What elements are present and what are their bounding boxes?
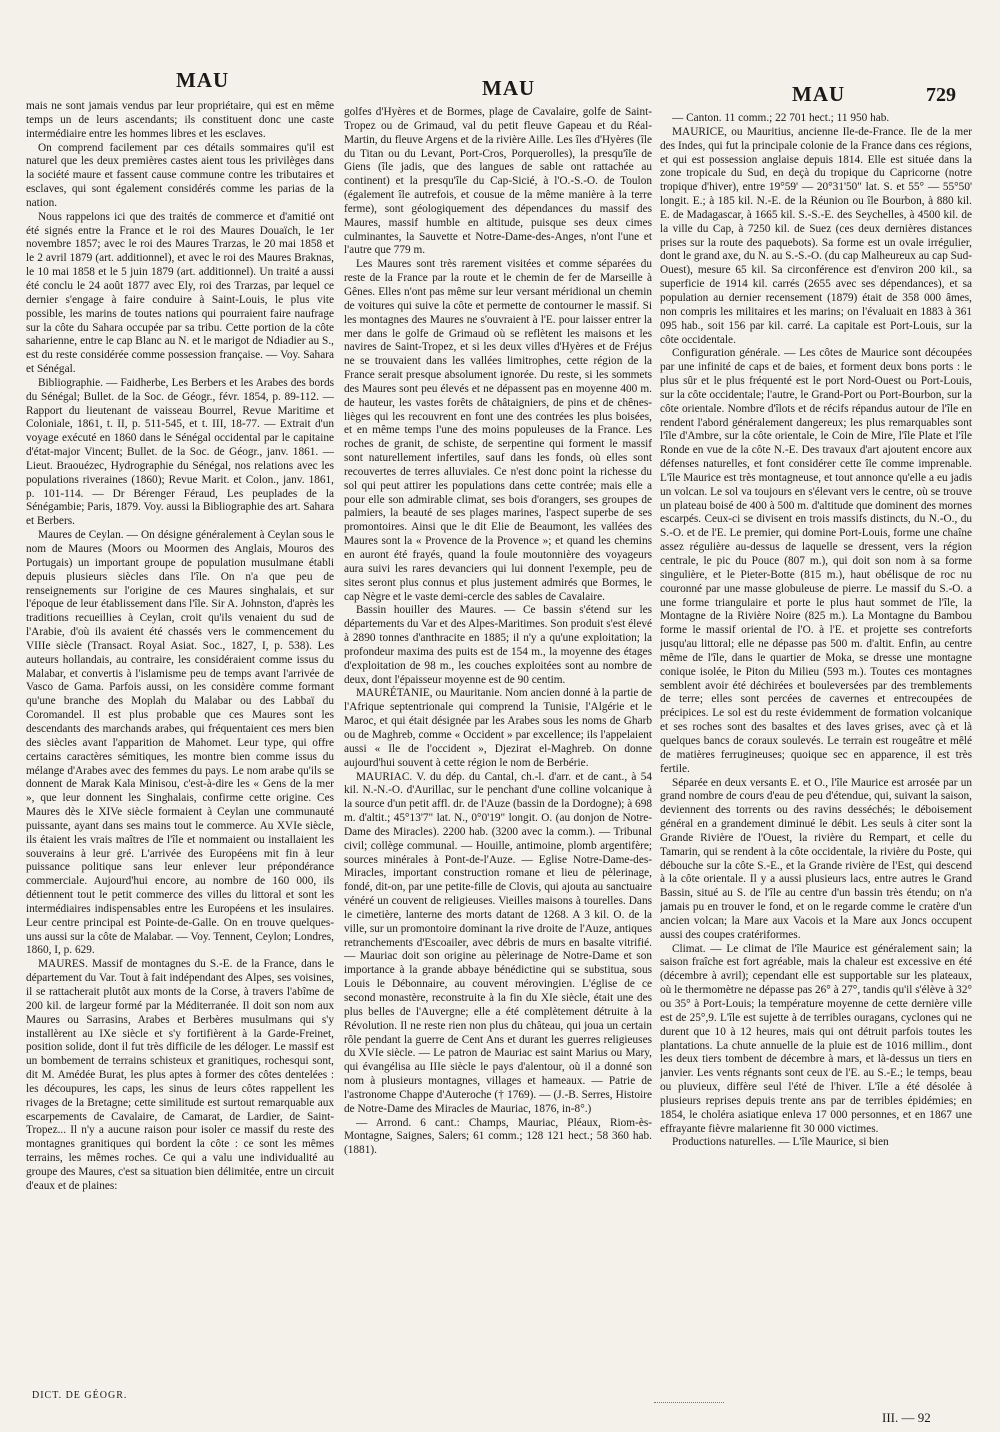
- paragraph: Séparée en deux versants E. et O., l'île Maurice est arrosée par un grand nombre de cours d'eau de peu d'étendue, qui, suivant la saison, deviennent des torrents ou des ravins desséchés; le déboisement général en a grandement diminué le débit. Les seuls à citer sont la Grande Rivière de l'Ouest, la rivière du Rempart, et celle du Tamarin, qui se rendent à la côte occidentale, la rivière du Poste, qui débouche sur la côte S.-E., et la Grande rivière de l'Est, qui descend à la côte orientale. Il y a aussi plusieurs lacs, entre autres le Grand Bassin, situé au S. de l'île au centre d'un bassin très étendu; on n'a jamais pu en trouver le fond, et on le regarde comme le cratère d'un ancien volcan; la Mare aux Vacois et la Mare aux Joncs occupent aussi des coupes cratériformes.: [660, 776, 972, 941]
- paragraph: mais ne sont jamais vendus par leur propriétaire, qui est en même temps un de leurs ascendants; ils constituent donc une caste intermédiaire entre les hommes libres et les esclaves.: [26, 100, 334, 140]
- running-header: [0, 62, 1000, 106]
- paragraph: Climat. — Le climat de l'île Maurice est généralement sain; la saison fraîche est fort agréable, mais la chaleur est excessive en été (décembre à avril); cependant elle est supportable sur les plateaux, où le thermomètre ne dépasse pas 26° à 27°, tandis qu'il s'élève à 32° ou 35° à Port-Louis; la température moyenne de cette dernière ville est de 25°,9. L'île est sujette à de terribles ouragans, cyclones qui ne durent que 10 à 12 heures, mais qui ont détruit parfois toutes les plantations. La chute annuelle de la pluie est de 1016 millim., dont les deux tiers tombent de décembre à mars, et là-dessus un tiers en janvier. Les vents régnants sont ceux de l'E. au S.-E.; le temps, beau ou pluvieux, diffère seul l'été de l'hiver. L'île a été désolée à plusieurs reprises depuis trente ans par de terribles épidémies; en 1854, le choléra asiatique enleva 17 000 personnes, et en 1867 une effrayante fièvre malarienne fit 30 000 victimes.: [660, 942, 972, 1135]
- paragraph: golfes d'Hyères et de Bormes, plage de Cavalaire, golfe de Saint-Tropez ou de Grimaud, val du petit fleuve Gapeau et du Réal-Martin, du fleuve Argens et de la rivière Aille. Les îles d'Hyères (île du Titan ou du Levant, Port-Cros, Porquerolles), la presqu'île de Giens (île jadis, que des langues de sable ont rattachée au continent) et la presqu'île du Cap-Sicié, à l'O.-S.-O. de Toulon (également île autrefois, et cousue de la même manière à la terre ferme), sont géologiquement des dépendances du massif des Maures, massif humble en altitude, puisque ses deux cimes culminantes, la Sauvette et Notre-Dame-des-Anges, n'ont l'une et l'autre que 779 m.: [344, 106, 652, 257]
- text-column-2: [344, 106, 652, 1406]
- paragraph: Maures de Ceylan. — On désigne généralement à Ceylan sous le nom de Maures (Moors ou Moormen des Anglais, Mouros des Portugais) un important groupe de population musulmane établi depuis plusieurs siècles dans l'île. On n'a que peu de renseignements sur l'origine de ces Maures singhalais, et sur l'époque de leur établissement dans l'île. Sir A. Johnston, d'après les traditions recueillies à Ceylan, croit qu'ils venaient du sud de l'Arabie, d'où ils avaient été chassés vers le commencement du VIIIe siècle (Transact. Royal Asiat. Soc., 1827, I, p. 538). Les auteurs hollandais, au contraire, les considéraient comme issus du Malabar, et convertis à l'islamisme peu de temps avant l'arrivée de Vasco de Gama. Parfois aussi, on les considère comme formant qu'une branche des Moplah du Malabar ou des Labbaï du Coromandel. Il est plus probable que ces Maures sont les descendants des marchands arabes, qui fréquentaient ces mers bien des siècles avant l'apparition de Mahomet. Leur type, qui offre certains caractères sémitiques, les montre bien comme issus du mélange d'Arabes avec des femmes du pays. Le nom arabe qu'ils se donnent de Marak Kala Minisou, c'est-à-dire les « Gens de la mer », que leur donnent les Singhalais, confirme cette origine. Ces Maures dès le XIVe siècle formaient à Ceylan une communauté puissante, ayant dans ses mains tout le commerce. Au XVIe siècle, ils étaient les vrais maîtres de l'île et nommaient ou installaient les souverains à leur gré. L'arrivée des Européens mit fin à leur puissance politique sans leur enlever leur prépondérance commerciale. Aujourd'hui encore, au nombre de 160 000, ils détiennent tout le petit commerce des villes du littoral et sont les intermédiaires indispensables entre les Européens et les insulaires. Leur centre principal est Pointe-de-Galle. On en trouve quelques-uns aussi sur la côte de Malabar. — Voy. Tennent, Ceylon; Londres, 1860, I, p. 629.: [26, 529, 334, 957]
- paragraph: MAURÉTANIE, ou Mauritanie. Nom ancien donné à la partie de l'Afrique septentrionale qui comprend la Tunisie, l'Algérie et le Maroc, et qui était désignée par les Arabes sous les noms de Gharb ou de Maghreb, comme « Occident » par excellence; ils l'appelaient aussi « Ile de l'occident », Djezirat el-Maghreb. On donne aujourd'hui souvent à cette région le nom de Berbérie.: [344, 687, 652, 769]
- header-left-word: MAU: [176, 68, 230, 92]
- paragraph: MAURES. Massif de montagnes du S.-E. de la France, dans le département du Var. Tout à fait indépendant des Alpes, ses voisines, il se rattacherait plutôt aux monts de la Corse, à travers l'abîme de 200 kil. de largeur formé par la Méditerranée. Il doit son nom aux Maures ou Sarrasins, Arabes et Berbères musulmans qui s'y installèrent au IXe siècle et s'y fortifièrent à la Garde-Freinet, position solide, dont il fut très difficile de les déloger. Le massif est un bombement de terrains schisteux et granitiques, rochesqui sont, dit M. Amédée Burat, les plus aptes à former des côtes dentelées : les découpures, les caps, les sinus de leurs côtes rappellent les rivages de la Bretagne; cette similitude est surtout remarquable aux escarpements de Cavalaire, de Camarat, de Lardier, de Saint-Tropez... Il n'y a aucune raison pour isoler ce massif du reste des montagnes granitiques qui bordent la côte : ce sont les mêmes terrains, les mêmes roches. Ce qui a valu une individualité au groupe des Maures, c'est sa situation bien délimitée, entre un circuit d'eaux et de plaines:: [26, 958, 334, 1192]
- header-center-word: MAU: [482, 76, 536, 100]
- text-column-3: [660, 112, 972, 1412]
- paragraph: Nous rappelons ici que des traités de commerce et d'amitié ont été signés entre la France et le roi des Maures Douaïch, le 1er novembre 1857; avec le roi des Maures Trarzas, le 20 mai 1858 et le 2 avril 1879 (art. additionnel), et avec le roi des Maures Braknas, le 10 mai 1858 et le 5 juin 1879 (art. additionnel). Un traité a aussi été conclu le 24 août 1877 avec Ely, roi des Trarzas, par lequel ce dernier s'engage à faire conduire à Saint-Louis, le plus vite possible, les marins de toutes nations qui pourraient faire naufrage sur la côte du Sahara occupée par sa tribu. Cette portion de la côte saharienne, entre le cap Blanc au N. et le marigot de Ndiadier au S., est du reste considérée comme possession française. — Voy. Sahara et Sénégal.: [26, 210, 334, 376]
- paragraph: Configuration générale. — Les côtes de Maurice sont découpées par une infinité de caps et de baies, et forment deux bons ports : le plus sûr et le plus fréquenté est le port Nord-Ouest ou Port-Louis, sur la côte occidentale; l'autre, le Grand-Port ou Port-Bourbon, sur la côte orientale. Nombre d'îlots et de récifs répandus autour de l'île en rendent l'abord généralement dangereux; les plus remarquables sont l'île d'Ambre, sur la côte orientale, le Coin de Mire, l'île Plate et l'île Ronde en vue de la côte N.-E. Des travaux d'art ajoutent encore aux défenses naturelles, et font considérer cette île comme imprenable. L'île Maurice est très montagneuse, et tout annonce qu'elle a eu jadis un volcan. Le sol va toujours en s'élevant vers le centre, où se trouve un plateau boisé de 400 à 500 m. d'altitude que dominent des mornes escarpés. Ceux-ci se divisent en trois massifs distincts, du N.-O., du S.-O. et de l'E. Le premier, qui domine Port-Louis, forme une chaîne assez régulière au-dessus de laquelle se dressent, vers la région centrale, le pic du Pouce (807 m.), qui doit son nom à sa forme singulière, et le Pieter-Botte (815 m.), haut obélisque de roc nu couronné par une masse globuleuse de pierre. Le massif du S.-O. a une forme triangulaire et porte le plus haut sommet de l'île, la Montagne de la Rivière Noire (825 m.). La Montagne du Bambou forme le massif oriental de l'O. à l'E. et projette ses contreforts jusqu'au littoral; elle ne dépasse pas 500 m. d'altit. Enfin, au centre même de l'île, dans le quartier de Moka, se dresse une montagne conique isolée, le Piton du Milieu (593 m.). Toutes ces montagnes semblent avoir été déchirées et bouleversées par des tremblements de terre; elles sont percées de cavernes et entrecoupées de précipices. Le sol est du reste évidemment de formation volcanique et ses roches sont des basaltes et des laves grises, avec çà et là quelques bancs de coraux soulevés. Le terrain est rougeâtre et mêlé de matières ferrugineuses; quoique sec en apparence, il est très fertile.: [660, 347, 972, 775]
- paragraph: On comprend facilement par ces détails sommaires qu'il est naturel que les deux premières castes aient tous les privilèges dans la société maure et fassent cause commune contre les tributaires et esclaves, qui sont également considérés comme les parias de la nation.: [26, 141, 334, 209]
- paragraph: Les Maures sont très rarement visitées et comme séparées du reste de la France par la route et le chemin de fer de Marseille à Gênes. Elles n'ont pas même sur leur versant méridional un chemin de voitures qui suive la côte et permette de contourner le massif. Si les montagnes des Maures ne s'ouvraient à l'E. pour laisser entrer la mer dans le golfe de Grimaud où se reflètent les maisons et les navires de Saint-Tropez, et si les deux villes d'Hyères et de Fréjus ne se trouvaient dans les vallées limitrophes, cette région de la France serait presque absolument ignorée. Du reste, si les sommets des Maures sont peu élevés et ne dépassent pas en moyenne 400 m. de hauteur, les vastes forêts de châtaigniers, de pins et de chênes-lièges qui les recouvrent en font une des contrées les plus boisées, et en même temps l'une des moins populeuses de la France. Les roches de granit, de schiste, de serpentine qui forment le massif sont naturellement infertiles, sauf dans les fonds, où elles sont recouvertes de terres alluviales. Ce n'est donc point la richesse du sol qui peut attirer les populations dans cette contrée; mais elle a pour elle son admirable climat, ses bois d'orangers, ses groupes de palmiers, la beauté de ses plages marines, l'aspect superbe de ses promontoires. Ainsi que le dit Elie de Beaumont, les vallées des Maures sont la « Provence de la Provence »; et quand les chemins en auront été frayés, quand la foule moutonnière des voyageurs aura suivi les rares devanciers qui lui donnent l'exemple, peu de sites seront plus connus et plus justement admirés que Bormes, le cap Nègre et le vaste demi-cercle des sables de Cavalaire.: [344, 258, 652, 603]
- text-column-1: [26, 100, 334, 1398]
- page-number: 729: [926, 84, 956, 106]
- footer-signature: DICT. DE GÉOGR.: [32, 1390, 128, 1401]
- footer-divider: [654, 1402, 724, 1404]
- paragraph: — Arrond. 6 cant.: Champs, Mauriac, Pléaux, Riom-ès-Montagne, Saignes, Salers; 61 comm.; 128 121 hect.; 58 360 hab. (1881).: [344, 1116, 652, 1157]
- paragraph: Bibliographie. — Faidherbe, Les Berbers et les Arabes des bords du Sénégal; Bullet. de la Soc. de Géogr., févr. 1854, p. 89-112. — Rapport du lieutenant de vaisseau Bourrel, Revue Maritime et Coloniale, 1861, t. II, p. 511-545, et t. III, 18-77. — Extrait d'un voyage exécuté en 1860 dans le Sénégal occidental par le capitaine d'état-major Vincent; Bullet. de la Soc. de Géogr., janv. 1861. — Lieut. Braouézec, Hydrographie du Sénégal, nos relations avec les populations riveraines (1860); Revue Marit. et Colon., janv. 1861, p. 101-114. — Dr Bérenger Féraud, Les peuplades de la Sénégambie; Paris, 1879. Voy. aussi la Bibliographie des art. Sahara et Berbers.: [26, 376, 334, 528]
- paragraph: — Canton. 11 comm.; 22 701 hect.; 11 950 hab.: [672, 112, 890, 124]
- paragraph: Bassin houiller des Maures. — Ce bassin s'étend sur les départements du Var et des Alpes-Maritimes. Son produit s'est élevé à 2890 tonnes d'anthracite en 1885; il n'y a qu'une exploitation; la profondeur maxima des puits est de 154 m., la moyenne des étages d'exploitation de 98 m., les couches exploitées sont au nombre de deux, dont l'épaisseur moyenne est de 90 centim.: [344, 604, 652, 686]
- paragraph: MAURICE, ou Mauritius, ancienne Ile-de-France. Ile de la mer des Indes, qui fut la principale colonie de la France dans ces régions, et qui est possession anglaise depuis 1814. Elle est située dans la zone tropicale du Sud, en deçà du tropique du Capricorne (notre tropique d'hiver), entre 19°59' — 20°31'50" lat. S. et 55° — 55°50' longit. E.; à 185 kil. N.-E. de la Réunion ou île Bourbon, à 880 kil. E. de Madagascar, à 1665 kil. S.-S.-E. des Seychelles, à 4500 kil. de la ville du Cap, à 7250 kil. de Suez (ces deux dernières distances prises sur la route des paquebots). Sa forme est un ovale irrégulier, dont le grand axe, du N. au S.-S.-O. (du cap Malheureux au cap Sud-Ouest), mesure 65 kil. Sa circonférence est d'environ 200 kil., sa superficie de 1914 kil. carrés (2655 avec ses dépendances), et sa population au dernier recensement (1879) était de 358 000 âmes, non compris les militaires et les marins; on l'évaluait en 1883 à 361 095 hab., soit 156 par kil. carré. La capitale est Port-Louis, sur la côte occidentale.: [660, 125, 972, 346]
- header-right-word: MAU: [792, 82, 846, 106]
- paragraph: MAURIAC. V. du dép. du Cantal, ch.-l. d'arr. et de cant., à 54 kil. N.-N.-O. d'Aurillac, sur le penchant d'une colline volcanique à la source d'un petit affl. dr. de l'Auze (bassin de la Dordogne); à 698 m. d'altit.; 45°13'7" lat. N., 0°0'19" longit. O. (au donjon de Notre-Dame des Miracles). 2200 hab. (3200 avec la comm.). — Tribunal civil; collège communal. — Houille, antimoine, plomb argentifère; sources minérales à Pont-de-l'Auze. — Eglise Notre-Dame-des-Miracles, important construction romane et lieu de pèlerinage, fondé, dit-on, par une petite-fille de Clovis, qui ajouta au sanctuaire vénéré un couvent de religieuses. Vieilles maisons à tourelles. Dans le cimetière, lanterne des morts datant de 1268. A 3 kil. O. de la ville, sur un promontoire dominant la rive droite de l'Auze, antiques retranchements d'Escoailer, avec débris de murs en basalte vitrifié. — Mauriac doit son origine au pèlerinage de Notre-Dame et son importance à la grande abbaye bénédictine qui se substitua, sous Louis le Débonnaire, au couvent mérovingien. L'église de ce second monastère, reconstruite à la fin du XIe siècle, était une des plus belles de l'Auvergne; elle a été complètement détruite à la Révolution. Il ne reste rien non plus du château, qui joua un certain rôle pendant la guerre de Cent Ans et durant les guerres religieuses du XVIe siècle. — Le patron de Mauriac est saint Marius ou Mary, qui évangélisa au IIIe siècle le pays d'alentour, où il a donné son nom à plusieurs montagnes, villages et hameaux. — Patrie de l'astronome Chappe d'Auteroche († 1769). — (J.-B. Serres, Histoire de Notre-Dame des Miracles de Mauriac, 1876, in-8°.): [344, 770, 652, 1115]
- paragraph: Productions naturelles. — L'île Maurice, si bien: [672, 1136, 889, 1149]
- footer-volume-sheet: III. — 92: [882, 1410, 931, 1425]
